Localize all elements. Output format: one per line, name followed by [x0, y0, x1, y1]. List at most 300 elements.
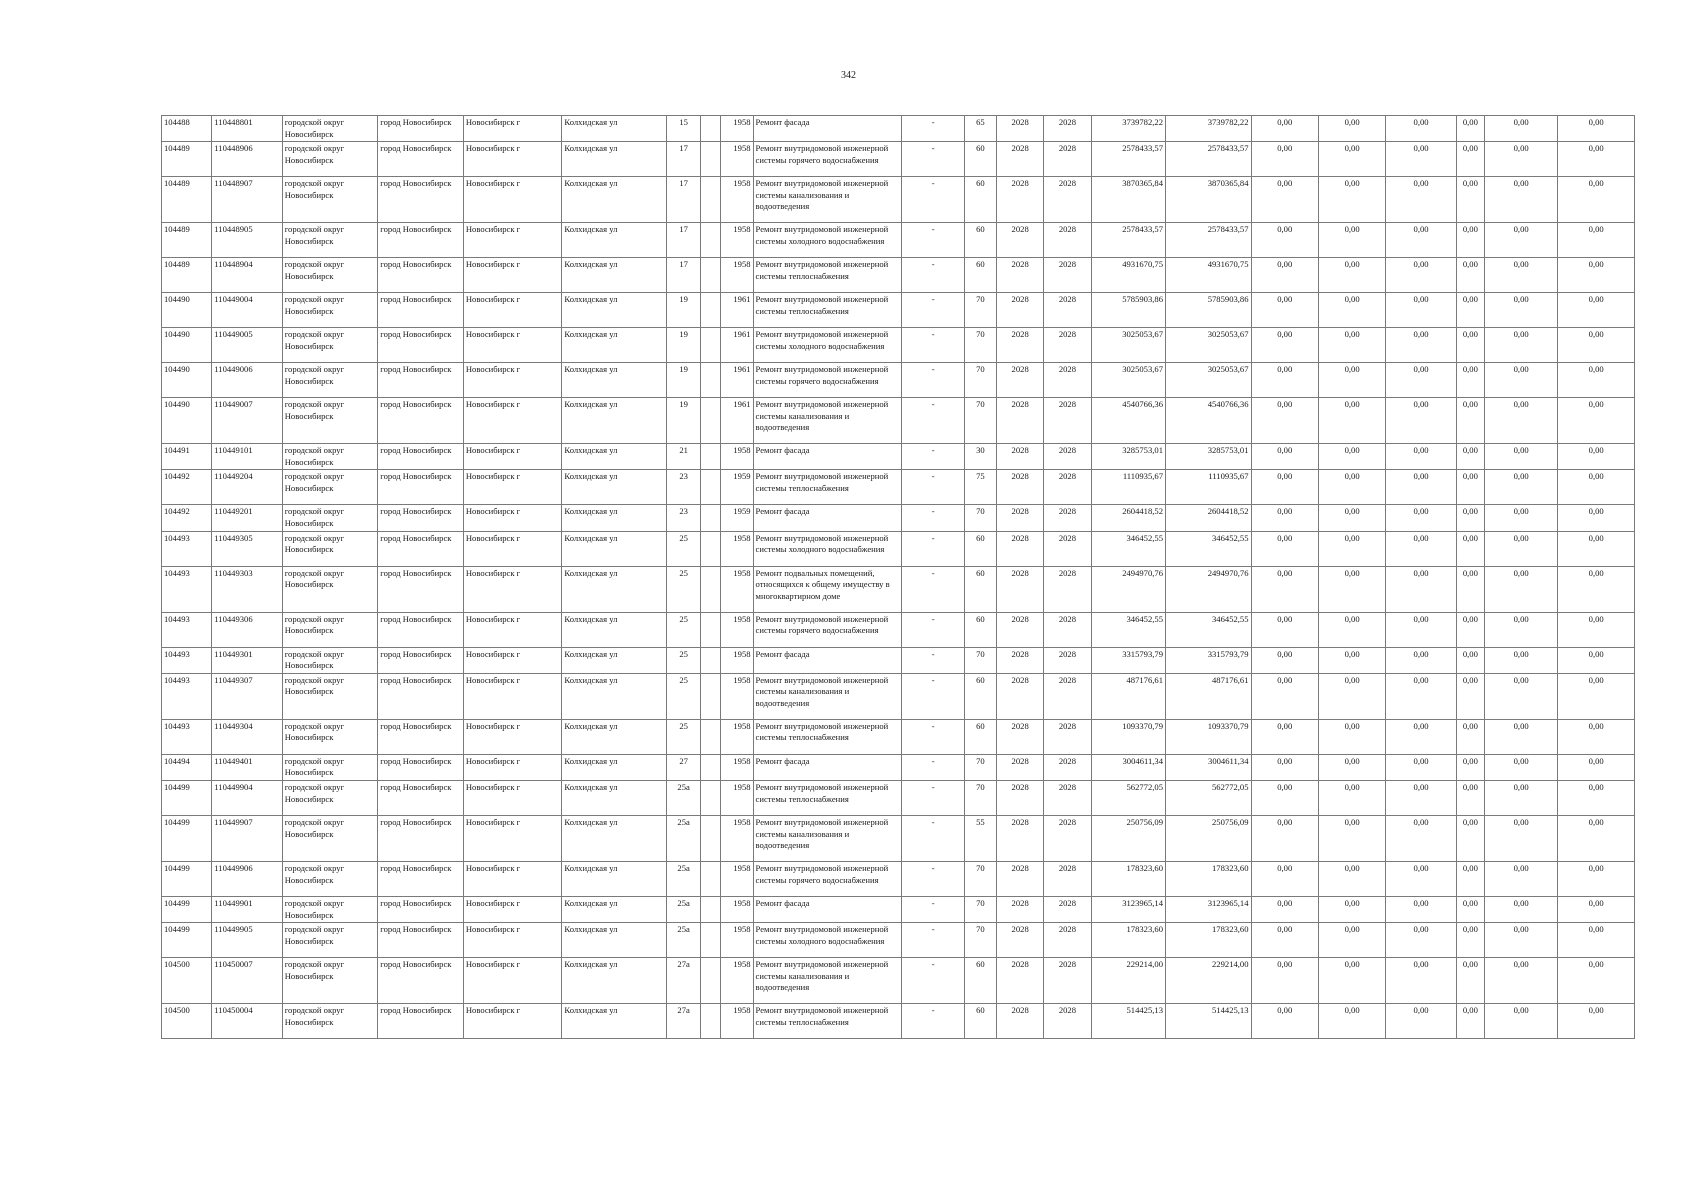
cell-amount-col-1: 0,00: [1251, 754, 1318, 780]
cell-street: Колхидская ул: [562, 258, 667, 293]
cell-object-code: 110450007: [212, 958, 282, 1004]
cell-work-type: Ремонт внутридомовой инженерной системы канализования и водоотведения: [753, 398, 902, 444]
cell-house-number: 19: [667, 293, 701, 328]
cell-start-year: 2028: [997, 896, 1044, 922]
cell-house-number: 25: [667, 612, 701, 647]
cell-house-number: 17: [667, 258, 701, 293]
cell-building: [701, 142, 721, 177]
cell-wear-percent: 70: [964, 754, 996, 780]
cell-municipal-district: городской округ Новосибирск: [282, 293, 378, 328]
cell-construction-year: 1958: [721, 258, 753, 293]
cell-total-cost: 3025053,67: [1091, 328, 1165, 363]
cell-street: Колхидская ул: [562, 223, 667, 258]
cell-amount-col-4: 0,00: [1456, 531, 1484, 566]
cell-amount-col-2: 0,00: [1318, 815, 1385, 861]
cell-locality: Новосибирск г: [463, 328, 562, 363]
cell-locality: Новосибирск г: [463, 177, 562, 223]
cell-start-year: 2028: [997, 398, 1044, 444]
cell-wear-percent: 65: [964, 116, 996, 142]
cell-settlement: город Новосибирск: [378, 470, 464, 505]
cell-locality: Новосибирск г: [463, 896, 562, 922]
cell-wear-percent: 60: [964, 612, 996, 647]
cell-record-id: 104499: [162, 815, 212, 861]
cell-start-year: 2028: [997, 815, 1044, 861]
table-row: [162, 531, 1635, 566]
cell-amount-col-5: 0,00: [1484, 673, 1557, 719]
cell-municipal-district: городской округ Новосибирск: [282, 398, 378, 444]
cell-work-type: Ремонт внутридомовой инженерной системы канализования и водоотведения: [753, 958, 902, 1004]
cell-settlement: город Новосибирск: [378, 673, 464, 719]
cell-street: Колхидская ул: [562, 398, 667, 444]
cell-municipal-district: городской округ Новосибирск: [282, 754, 378, 780]
table-row: [162, 1004, 1635, 1039]
cell-amount-col-1: 0,00: [1251, 673, 1318, 719]
cell-wear-percent: 70: [964, 780, 996, 815]
cell-amount-col-4: 0,00: [1456, 815, 1484, 861]
cell-work-type: Ремонт внутридомовой инженерной системы теплоснабжения: [753, 293, 902, 328]
cell-construction-year: 1959: [721, 470, 753, 505]
cell-work-type: Ремонт внутридомовой инженерной системы горячего водоснабжения: [753, 612, 902, 647]
cell-amount-col-5: 0,00: [1484, 293, 1557, 328]
cell-total-cost: 4931670,75: [1091, 258, 1165, 293]
cell-fund-cost: 5785903,86: [1166, 293, 1252, 328]
cell-amount-col-3: 0,00: [1386, 505, 1456, 531]
cell-construction-year: 1958: [721, 223, 753, 258]
cell-end-year: 2028: [1044, 612, 1091, 647]
cell-wear-percent: 60: [964, 177, 996, 223]
cell-dash-mark: -: [902, 531, 964, 566]
cell-municipal-district: городской округ Новосибирск: [282, 958, 378, 1004]
cell-record-id: 104499: [162, 861, 212, 896]
cell-start-year: 2028: [997, 612, 1044, 647]
cell-work-type: Ремонт фасада: [753, 116, 902, 142]
cell-building: [701, 505, 721, 531]
cell-fund-cost: 2578433,57: [1166, 142, 1252, 177]
cell-record-id: 104492: [162, 470, 212, 505]
cell-wear-percent: 55: [964, 815, 996, 861]
cell-amount-col-2: 0,00: [1318, 531, 1385, 566]
cell-amount-col-1: 0,00: [1251, 531, 1318, 566]
cell-total-cost: 3285753,01: [1091, 444, 1165, 470]
cell-fund-cost: 3123965,14: [1166, 896, 1252, 922]
cell-settlement: город Новосибирск: [378, 923, 464, 958]
cell-total-cost: 229214,00: [1091, 958, 1165, 1004]
cell-fund-cost: 3025053,67: [1166, 363, 1252, 398]
cell-amount-col-5: 0,00: [1484, 566, 1557, 612]
cell-record-id: 104493: [162, 719, 212, 754]
table-row: [162, 719, 1635, 754]
cell-object-code: 110449906: [212, 861, 282, 896]
table-row: [162, 328, 1635, 363]
cell-dash-mark: -: [902, 363, 964, 398]
cell-house-number: 19: [667, 363, 701, 398]
cell-amount-col-4: 0,00: [1456, 861, 1484, 896]
table-row: [162, 470, 1635, 505]
cell-dash-mark: -: [902, 896, 964, 922]
cell-street: Колхидская ул: [562, 923, 667, 958]
cell-object-code: 110450004: [212, 1004, 282, 1039]
cell-settlement: город Новосибирск: [378, 647, 464, 673]
table-row: [162, 923, 1635, 958]
cell-building: [701, 293, 721, 328]
cell-municipal-district: городской округ Новосибирск: [282, 531, 378, 566]
table-row: [162, 258, 1635, 293]
cell-amount-col-4: 0,00: [1456, 612, 1484, 647]
cell-amount-col-5: 0,00: [1484, 142, 1557, 177]
table-row: [162, 754, 1635, 780]
cell-amount-col-3: 0,00: [1386, 470, 1456, 505]
cell-dash-mark: -: [902, 470, 964, 505]
cell-amount-col-2: 0,00: [1318, 719, 1385, 754]
cell-record-id: 104490: [162, 363, 212, 398]
cell-dash-mark: -: [902, 293, 964, 328]
cell-dash-mark: -: [902, 958, 964, 1004]
cell-amount-col-1: 0,00: [1251, 293, 1318, 328]
cell-amount-col-3: 0,00: [1386, 612, 1456, 647]
cell-construction-year: 1958: [721, 142, 753, 177]
cell-building: [701, 223, 721, 258]
cell-fund-cost: 3285753,01: [1166, 444, 1252, 470]
cell-construction-year: 1961: [721, 398, 753, 444]
cell-amount-col-4: 0,00: [1456, 754, 1484, 780]
cell-amount-col-1: 0,00: [1251, 612, 1318, 647]
cell-amount-col-6: 0,00: [1558, 815, 1635, 861]
cell-dash-mark: -: [902, 719, 964, 754]
cell-object-code: 110449303: [212, 566, 282, 612]
cell-amount-col-1: 0,00: [1251, 328, 1318, 363]
cell-record-id: 104493: [162, 531, 212, 566]
cell-object-code: 110449301: [212, 647, 282, 673]
table-row: [162, 896, 1635, 922]
cell-record-id: 104492: [162, 505, 212, 531]
cell-start-year: 2028: [997, 177, 1044, 223]
cell-wear-percent: 60: [964, 958, 996, 1004]
cell-amount-col-3: 0,00: [1386, 293, 1456, 328]
cell-amount-col-5: 0,00: [1484, 363, 1557, 398]
cell-building: [701, 815, 721, 861]
cell-house-number: 25: [667, 531, 701, 566]
cell-amount-col-6: 0,00: [1558, 719, 1635, 754]
table-row: [162, 647, 1635, 673]
cell-fund-cost: 346452,55: [1166, 612, 1252, 647]
cell-fund-cost: 229214,00: [1166, 958, 1252, 1004]
cell-start-year: 2028: [997, 328, 1044, 363]
cell-fund-cost: 2494970,76: [1166, 566, 1252, 612]
cell-total-cost: 2604418,52: [1091, 505, 1165, 531]
cell-end-year: 2028: [1044, 754, 1091, 780]
cell-amount-col-6: 0,00: [1558, 780, 1635, 815]
cell-record-id: 104500: [162, 958, 212, 1004]
cell-end-year: 2028: [1044, 861, 1091, 896]
cell-house-number: 25а: [667, 780, 701, 815]
cell-wear-percent: 60: [964, 531, 996, 566]
cell-dash-mark: -: [902, 673, 964, 719]
cell-amount-col-2: 0,00: [1318, 470, 1385, 505]
cell-total-cost: 3315793,79: [1091, 647, 1165, 673]
cell-end-year: 2028: [1044, 470, 1091, 505]
cell-wear-percent: 60: [964, 142, 996, 177]
cell-amount-col-3: 0,00: [1386, 780, 1456, 815]
cell-record-id: 104489: [162, 223, 212, 258]
cell-building: [701, 719, 721, 754]
cell-amount-col-2: 0,00: [1318, 293, 1385, 328]
cell-municipal-district: городской округ Новосибирск: [282, 470, 378, 505]
cell-amount-col-4: 0,00: [1456, 896, 1484, 922]
cell-total-cost: 562772,05: [1091, 780, 1165, 815]
cell-amount-col-5: 0,00: [1484, 116, 1557, 142]
cell-municipal-district: городской округ Новосибирск: [282, 896, 378, 922]
cell-locality: Новосибирск г: [463, 223, 562, 258]
cell-wear-percent: 75: [964, 470, 996, 505]
cell-locality: Новосибирск г: [463, 780, 562, 815]
cell-record-id: 104493: [162, 566, 212, 612]
cell-record-id: 104490: [162, 398, 212, 444]
cell-amount-col-6: 0,00: [1558, 293, 1635, 328]
cell-amount-col-2: 0,00: [1318, 612, 1385, 647]
cell-object-code: 110448906: [212, 142, 282, 177]
cell-fund-cost: 346452,55: [1166, 531, 1252, 566]
cell-amount-col-4: 0,00: [1456, 647, 1484, 673]
cell-construction-year: 1958: [721, 815, 753, 861]
cell-house-number: 15: [667, 116, 701, 142]
cell-record-id: 104500: [162, 1004, 212, 1039]
cell-construction-year: 1961: [721, 293, 753, 328]
cell-settlement: город Новосибирск: [378, 958, 464, 1004]
cell-fund-cost: 3004611,34: [1166, 754, 1252, 780]
cell-total-cost: 4540766,36: [1091, 398, 1165, 444]
cell-amount-col-6: 0,00: [1558, 398, 1635, 444]
cell-amount-col-1: 0,00: [1251, 116, 1318, 142]
cell-municipal-district: городской округ Новосибирск: [282, 177, 378, 223]
cell-record-id: 104493: [162, 647, 212, 673]
cell-amount-col-1: 0,00: [1251, 223, 1318, 258]
cell-start-year: 2028: [997, 363, 1044, 398]
cell-street: Колхидская ул: [562, 719, 667, 754]
cell-amount-col-3: 0,00: [1386, 177, 1456, 223]
cell-work-type: Ремонт внутридомовой инженерной системы канализования и водоотведения: [753, 815, 902, 861]
cell-amount-col-6: 0,00: [1558, 328, 1635, 363]
cell-amount-col-4: 0,00: [1456, 444, 1484, 470]
cell-work-type: Ремонт внутридомовой инженерной системы теплоснабжения: [753, 1004, 902, 1039]
table-row: [162, 958, 1635, 1004]
cell-building: [701, 958, 721, 1004]
cell-building: [701, 647, 721, 673]
cell-locality: Новосибирск г: [463, 531, 562, 566]
cell-dash-mark: -: [902, 861, 964, 896]
table-row: [162, 505, 1635, 531]
cell-amount-col-1: 0,00: [1251, 958, 1318, 1004]
cell-amount-col-3: 0,00: [1386, 923, 1456, 958]
cell-amount-col-4: 0,00: [1456, 328, 1484, 363]
cell-amount-col-1: 0,00: [1251, 258, 1318, 293]
cell-locality: Новосибирск г: [463, 719, 562, 754]
cell-object-code: 110449306: [212, 612, 282, 647]
cell-object-code: 110448904: [212, 258, 282, 293]
table-row: [162, 142, 1635, 177]
capital-repair-table: [161, 115, 1635, 1039]
cell-object-code: 110448905: [212, 223, 282, 258]
cell-wear-percent: 70: [964, 896, 996, 922]
cell-fund-cost: 3025053,67: [1166, 328, 1252, 363]
cell-amount-col-6: 0,00: [1558, 505, 1635, 531]
cell-locality: Новосибирск г: [463, 293, 562, 328]
cell-work-type: Ремонт внутридомовой инженерной системы канализования и водоотведения: [753, 673, 902, 719]
cell-municipal-district: городской округ Новосибирск: [282, 142, 378, 177]
cell-amount-col-1: 0,00: [1251, 142, 1318, 177]
cell-dash-mark: -: [902, 258, 964, 293]
cell-record-id: 104488: [162, 116, 212, 142]
cell-settlement: город Новосибирск: [378, 505, 464, 531]
cell-start-year: 2028: [997, 673, 1044, 719]
cell-end-year: 2028: [1044, 398, 1091, 444]
cell-settlement: город Новосибирск: [378, 444, 464, 470]
cell-end-year: 2028: [1044, 815, 1091, 861]
cell-street: Колхидская ул: [562, 815, 667, 861]
cell-amount-col-6: 0,00: [1558, 363, 1635, 398]
cell-amount-col-6: 0,00: [1558, 444, 1635, 470]
cell-settlement: город Новосибирск: [378, 531, 464, 566]
cell-construction-year: 1958: [721, 444, 753, 470]
cell-dash-mark: -: [902, 444, 964, 470]
cell-amount-col-4: 0,00: [1456, 958, 1484, 1004]
cell-municipal-district: городской округ Новосибирск: [282, 612, 378, 647]
cell-work-type: Ремонт внутридомовой инженерной системы теплоснабжения: [753, 719, 902, 754]
cell-settlement: город Новосибирск: [378, 566, 464, 612]
cell-amount-col-3: 0,00: [1386, 958, 1456, 1004]
cell-building: [701, 896, 721, 922]
cell-municipal-district: городской округ Новосибирск: [282, 673, 378, 719]
cell-amount-col-3: 0,00: [1386, 815, 1456, 861]
table-row: [162, 780, 1635, 815]
cell-building: [701, 923, 721, 958]
cell-locality: Новосибирск г: [463, 566, 562, 612]
cell-end-year: 2028: [1044, 673, 1091, 719]
cell-record-id: 104493: [162, 673, 212, 719]
cell-amount-col-6: 0,00: [1558, 612, 1635, 647]
cell-amount-col-4: 0,00: [1456, 363, 1484, 398]
cell-construction-year: 1959: [721, 505, 753, 531]
cell-amount-col-4: 0,00: [1456, 142, 1484, 177]
cell-end-year: 2028: [1044, 363, 1091, 398]
cell-house-number: 27а: [667, 958, 701, 1004]
cell-dash-mark: -: [902, 754, 964, 780]
cell-amount-col-1: 0,00: [1251, 566, 1318, 612]
cell-end-year: 2028: [1044, 142, 1091, 177]
cell-amount-col-2: 0,00: [1318, 363, 1385, 398]
cell-construction-year: 1958: [721, 566, 753, 612]
cell-wear-percent: 70: [964, 398, 996, 444]
table-row: [162, 673, 1635, 719]
cell-amount-col-5: 0,00: [1484, 470, 1557, 505]
cell-record-id: 104489: [162, 258, 212, 293]
cell-start-year: 2028: [997, 223, 1044, 258]
cell-end-year: 2028: [1044, 223, 1091, 258]
cell-municipal-district: городской округ Новосибирск: [282, 923, 378, 958]
cell-record-id: 104490: [162, 328, 212, 363]
cell-amount-col-2: 0,00: [1318, 923, 1385, 958]
cell-fund-cost: 562772,05: [1166, 780, 1252, 815]
cell-house-number: 25а: [667, 861, 701, 896]
cell-object-code: 110449907: [212, 815, 282, 861]
cell-amount-col-2: 0,00: [1318, 505, 1385, 531]
cell-work-type: Ремонт внутридомовой инженерной системы холодного водоснабжения: [753, 531, 902, 566]
cell-end-year: 2028: [1044, 293, 1091, 328]
cell-total-cost: 346452,55: [1091, 612, 1165, 647]
cell-house-number: 17: [667, 142, 701, 177]
cell-amount-col-6: 0,00: [1558, 258, 1635, 293]
cell-work-type: Ремонт внутридомовой инженерной системы горячего водоснабжения: [753, 861, 902, 896]
table-row: [162, 363, 1635, 398]
cell-amount-col-6: 0,00: [1558, 861, 1635, 896]
cell-amount-col-4: 0,00: [1456, 293, 1484, 328]
cell-dash-mark: -: [902, 142, 964, 177]
cell-settlement: город Новосибирск: [378, 142, 464, 177]
cell-amount-col-3: 0,00: [1386, 719, 1456, 754]
cell-amount-col-6: 0,00: [1558, 470, 1635, 505]
cell-municipal-district: городской округ Новосибирск: [282, 444, 378, 470]
cell-amount-col-3: 0,00: [1386, 444, 1456, 470]
cell-amount-col-1: 0,00: [1251, 896, 1318, 922]
cell-dash-mark: -: [902, 328, 964, 363]
cell-locality: Новосибирск г: [463, 754, 562, 780]
cell-building: [701, 780, 721, 815]
cell-dash-mark: -: [902, 223, 964, 258]
cell-municipal-district: городской округ Новосибирск: [282, 258, 378, 293]
cell-amount-col-5: 0,00: [1484, 958, 1557, 1004]
table-row: [162, 566, 1635, 612]
cell-total-cost: 3870365,84: [1091, 177, 1165, 223]
cell-building: [701, 116, 721, 142]
cell-start-year: 2028: [997, 444, 1044, 470]
cell-end-year: 2028: [1044, 647, 1091, 673]
cell-end-year: 2028: [1044, 566, 1091, 612]
cell-record-id: 104499: [162, 923, 212, 958]
cell-locality: Новосибирск г: [463, 815, 562, 861]
cell-total-cost: 2578433,57: [1091, 223, 1165, 258]
cell-work-type: Ремонт внутридомовой инженерной системы горячего водоснабжения: [753, 363, 902, 398]
cell-construction-year: 1958: [721, 923, 753, 958]
cell-amount-col-5: 0,00: [1484, 444, 1557, 470]
cell-amount-col-1: 0,00: [1251, 363, 1318, 398]
cell-house-number: 17: [667, 177, 701, 223]
cell-amount-col-3: 0,00: [1386, 896, 1456, 922]
cell-house-number: 23: [667, 505, 701, 531]
cell-amount-col-4: 0,00: [1456, 398, 1484, 444]
cell-end-year: 2028: [1044, 719, 1091, 754]
cell-amount-col-6: 0,00: [1558, 531, 1635, 566]
cell-wear-percent: 60: [964, 673, 996, 719]
cell-amount-col-1: 0,00: [1251, 815, 1318, 861]
cell-amount-col-6: 0,00: [1558, 566, 1635, 612]
cell-wear-percent: 70: [964, 363, 996, 398]
cell-amount-col-3: 0,00: [1386, 647, 1456, 673]
cell-amount-col-5: 0,00: [1484, 647, 1557, 673]
cell-amount-col-4: 0,00: [1456, 1004, 1484, 1039]
table-row: [162, 398, 1635, 444]
cell-construction-year: 1958: [721, 780, 753, 815]
cell-municipal-district: городской округ Новосибирск: [282, 566, 378, 612]
cell-amount-col-1: 0,00: [1251, 861, 1318, 896]
cell-amount-col-2: 0,00: [1318, 116, 1385, 142]
cell-object-code: 110449201: [212, 505, 282, 531]
cell-building: [701, 363, 721, 398]
cell-amount-col-4: 0,00: [1456, 780, 1484, 815]
cell-total-cost: 514425,13: [1091, 1004, 1165, 1039]
cell-municipal-district: городской округ Новосибирск: [282, 363, 378, 398]
cell-settlement: город Новосибирск: [378, 815, 464, 861]
cell-amount-col-6: 0,00: [1558, 923, 1635, 958]
cell-wear-percent: 70: [964, 647, 996, 673]
